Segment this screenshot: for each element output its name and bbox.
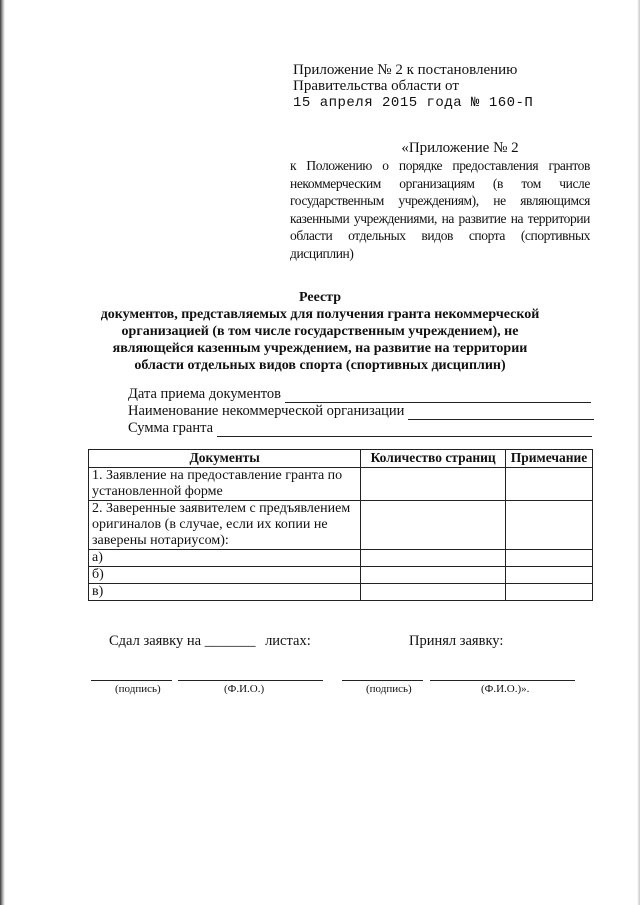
- cell-note[interactable]: [506, 468, 593, 501]
- annex-body: к Положению о порядке предоставления грантов некоммерческим организациям (в том числе государственным учреждениям), не являющимся казенными учреждениями, на развитие на территории области отдельных видов спорта (спортивных дисциплин): [290, 158, 590, 261]
- submitted-pages-blank[interactable]: _______: [204, 633, 256, 649]
- table-row: [89, 567, 593, 584]
- annex-title: «Приложение № 2: [401, 140, 519, 156]
- submitted-suffix: листах:: [265, 633, 311, 649]
- table-header-row: [89, 450, 593, 468]
- cell-pages[interactable]: [361, 550, 506, 567]
- register-heading: Реестр: [298, 290, 341, 305]
- cell-doc: а): [89, 550, 361, 567]
- fio-label-1: (Ф.И.О.): [224, 683, 265, 695]
- sum-field-label: Сумма гранта: [128, 420, 214, 436]
- cell-note[interactable]: [506, 567, 593, 584]
- submitted-prefix: Сдал заявку на: [109, 633, 202, 649]
- header-note: Примечание: [506, 450, 593, 468]
- annex-block: [290, 140, 590, 262]
- fio-label-2: (Ф.И.О.)».: [481, 683, 530, 695]
- header-documents: Документы: [89, 450, 361, 468]
- table-row: [89, 550, 593, 567]
- header-line-1: Приложение № 2 к постановлению: [293, 62, 518, 78]
- signature-label-2: (подпись): [366, 683, 412, 695]
- signature-line-1[interactable]: [91, 680, 172, 681]
- date-field-row: [128, 385, 591, 403]
- header-resolution-date: 15 апреля 2015 года № 160-П: [293, 95, 534, 111]
- cell-note[interactable]: [506, 501, 593, 550]
- cell-pages[interactable]: [361, 584, 506, 601]
- cell-note[interactable]: [506, 550, 593, 567]
- sum-field-row: [128, 419, 592, 437]
- org-field-label: Наименование некоммерческой организации: [128, 403, 405, 419]
- table-row: [89, 501, 593, 550]
- signature-line-2[interactable]: [342, 680, 423, 681]
- fio-line-1[interactable]: [178, 680, 323, 681]
- cell-doc: б): [89, 567, 361, 584]
- org-field-row: [128, 402, 594, 420]
- cell-doc: в): [89, 584, 361, 601]
- date-field-label: Дата приема документов: [128, 386, 282, 402]
- cell-note[interactable]: [506, 584, 593, 601]
- documents-table: [88, 449, 593, 601]
- scan-edge-left: [0, 0, 5, 905]
- table-row: [89, 584, 593, 601]
- header-line-2: Правительства области от: [293, 78, 459, 94]
- register-title-block: [92, 289, 548, 374]
- cell-doc: 1. Заявление на предоставление гранта по установленной форме: [89, 468, 361, 501]
- signature-label-1: (подпись): [115, 683, 161, 695]
- accepted-text: Принял заявку:: [409, 633, 504, 649]
- cell-pages[interactable]: [361, 501, 506, 550]
- cell-pages[interactable]: [361, 567, 506, 584]
- register-subtitle: документов, представляемых для получения гранта некоммерческой организацией (в том числе государственным учреждением), не являющейся казенным учреждением, на развитие на территории области отдельных видов спорта (спортивных дисциплин): [100, 307, 540, 373]
- sum-field-line[interactable]: [217, 424, 592, 437]
- submitted-text: [109, 633, 311, 650]
- table-row: [89, 468, 593, 501]
- fio-line-2[interactable]: [430, 680, 575, 681]
- header-page-count: Количество страниц: [361, 450, 506, 468]
- cell-pages[interactable]: [361, 468, 506, 501]
- cell-doc: 2. Заверенные заявителем с предъявлением оригиналов (в случае, если их копии не заверены нотариусом):: [89, 501, 361, 550]
